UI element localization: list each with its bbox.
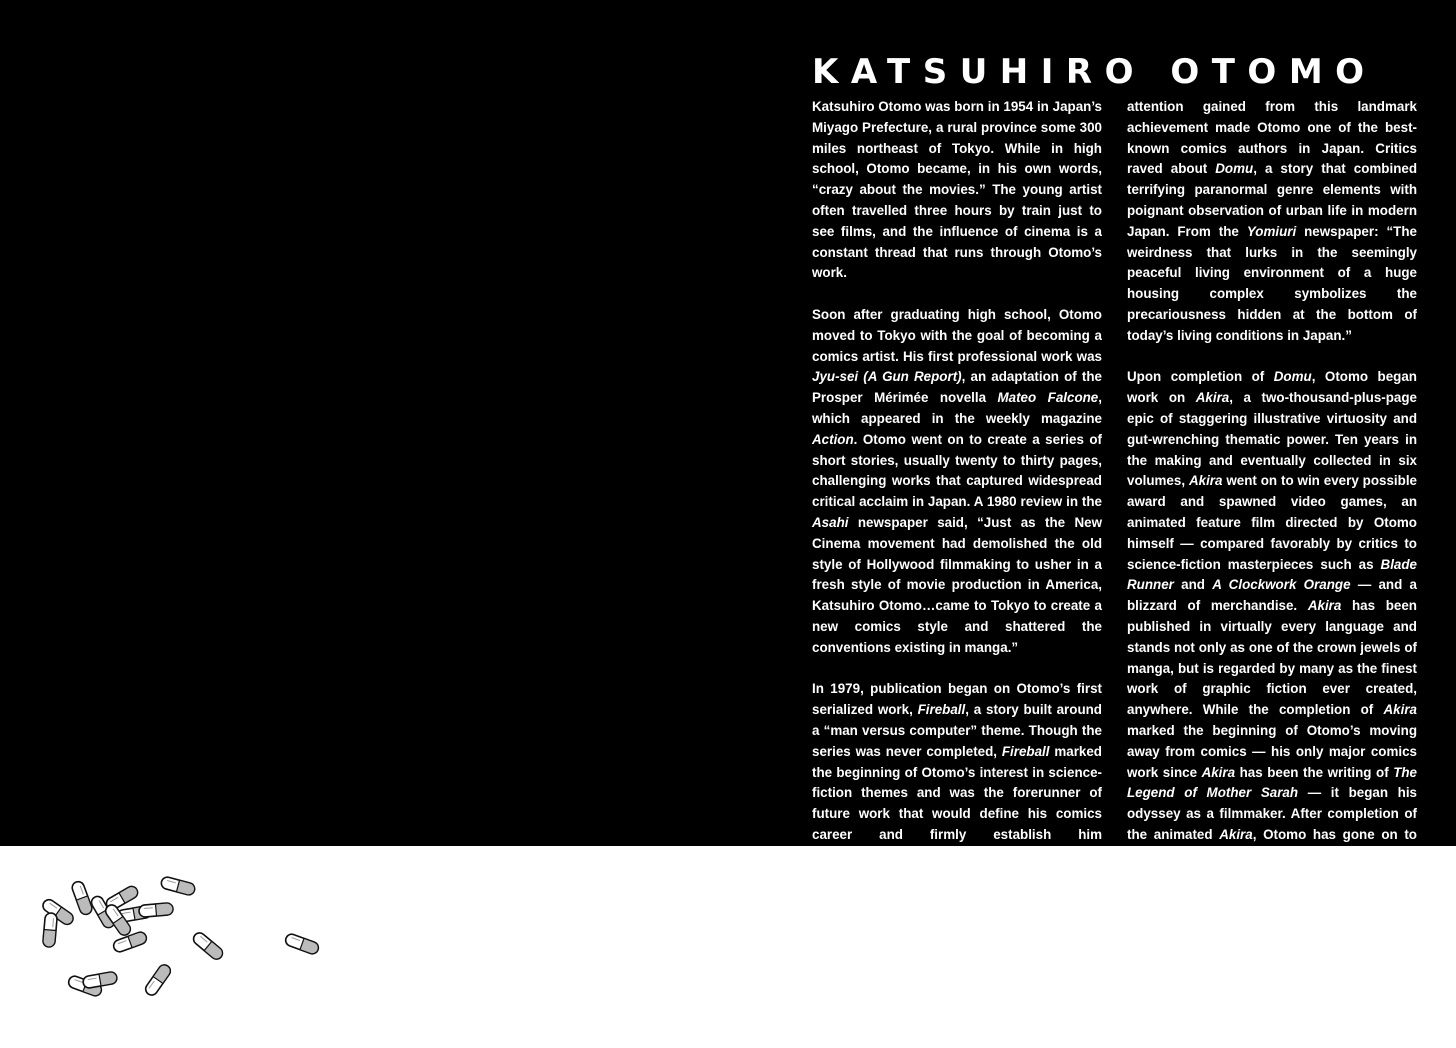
italic-title: Labyrinth Stories [1192, 868, 1306, 884]
text-run: has been published in virtually every language and stands not only as one of the crown jewels of manga, but is regarded by many as the finest work of graphic fiction ever created, anywhere. While the completion of [1127, 598, 1417, 718]
text-run: , [1305, 868, 1316, 884]
paragraph [812, 305, 1102, 659]
italic-title: Memories [1321, 889, 1384, 905]
italic-title: Akira [1307, 598, 1342, 614]
text-run: , [1190, 889, 1209, 905]
italic-title: Blade Runner [1127, 556, 1417, 593]
text-run: . Otomo went on to create a series of short stories, usually twenty to thirty pages, challenging works that captured widespread critical acclaim in Japan. A 1980 review in the [812, 431, 1102, 510]
italic-title: A Clockwork Orange [1212, 577, 1351, 593]
italic-title: World Apartment Horror [1174, 951, 1338, 967]
italic-title: Domu [1215, 161, 1254, 177]
text-run: , [1413, 868, 1417, 884]
text-run: went on to win every possible award and spawned video games, an animated feature film directed by Otomo himself — compared favorably by critics to science-fiction masterpieces such as [1127, 473, 1417, 572]
text-run: Soon after graduating high school, Otomo moved to Tokyo with the goal of becoming a comics artist. His first professional work was [812, 306, 1102, 364]
text-run: , Otomo began work on [1127, 369, 1417, 406]
text-run: , a two-thousand-plus-page epic of staggering illustrative virtuosity and gut-wrenching thematic power. Ten years in the making and eventually collected in six volumes, [1127, 390, 1417, 489]
text-run: newspaper said, “Just as the New Cinema movement had demolished the old style of Hollywood filmmaking to usher in a fresh style of movie production in America, Katsuhiro Otomo…came to Tokyo to create a new comics style and shattered the conventions existing in manga.” [812, 514, 1102, 655]
italic-title: Akira [1195, 390, 1230, 406]
text-column-left [812, 97, 1102, 1012]
text-run: as well as television commercials for Honda, Suntory, and Canon. Otomo lives and works in Tokyo. [1127, 951, 1417, 1009]
italic-title: Akira [1188, 473, 1223, 489]
text-run: , Otomo has gone on to work on a variety of animated films, including [1127, 826, 1417, 884]
text-run: , an adaptation of the Prosper Mérimée novella [812, 369, 1102, 406]
italic-title: Robot Carnival [1315, 868, 1414, 884]
italic-title: Jyu-sei (A Gun Report) [812, 369, 962, 385]
text-run: Upon completion of [1127, 369, 1274, 385]
paragraph [812, 679, 1102, 991]
text-run: and [1173, 577, 1213, 593]
italic-title: Spriggan [1208, 889, 1267, 905]
italic-title: Fireball [917, 702, 966, 718]
italic-title: Mateo Falcone [997, 390, 1099, 406]
italic-title: Akira [1201, 764, 1236, 780]
italic-title: Fireball [1001, 743, 1050, 759]
text-run: Katsuhiro Otomo was born in 1954 in Japan’s Miyago Prefecture, a rural province some 300 miles northeast of Tokyo. While in high school, Otomo became, in his own words, “crazy about the movies.” The young artist often travelled three hours by train just to see films, and the influence of cinema is a constant thread that runs through Otomo’s work. [812, 99, 1102, 281]
pills-illustration [30, 868, 340, 1008]
text-run: attention gained from this landmark achievement made Otomo one of the best-known comics authors in Japan. Critics raved about [1127, 99, 1417, 177]
paragraph [1127, 367, 1417, 1012]
text-run: , first serialized in 1980 and collected in 1983, became a bestseller and was the first manga to win the coveted Science Fiction Grand Prix Award, Japan’s equivalent to America’s Nebula Award. The media [812, 868, 1102, 988]
text-run: has been the writing of [1235, 764, 1394, 780]
text-run: , which appeared in the weekly magazine [812, 390, 1102, 426]
italic-title: The Legend of Mother Sarah [1127, 764, 1417, 801]
text-run: , an anthology of adaptations of earlier Otomo comics stories. Otomo also directed the live-action [1127, 889, 1417, 967]
text-run: marked the beginning of Otomo’s moving away from comics — his only major comics work since [1127, 722, 1417, 780]
italic-title: Asahi [812, 514, 849, 530]
text-run: In 1979, publication began on Otomo’s first serialized work, [812, 681, 1102, 718]
text-run: , a story built around a “man versus computer” theme. Though the series was never completed, [812, 702, 1102, 759]
paragraph [812, 97, 1102, 284]
italic-title: Akira [1383, 702, 1417, 718]
text-run: , a story that combined terrifying paranormal genre elements with poignant observation of urban life in modern Japan. From the [1127, 161, 1418, 239]
text-column-right [1127, 97, 1417, 1033]
text-run: marked the beginning of Otomo’s interest in science-fiction themes and was the forerunner of future work that would define his comics career and firmly establish him internationally as one of the acknowledged masters of the comics medium. [812, 743, 1102, 884]
italic-title: Domu [1028, 868, 1067, 884]
italic-title: Akira [1219, 826, 1253, 842]
italic-title: Roujin Z [1127, 889, 1191, 905]
paragraph [1127, 97, 1417, 347]
italic-title: Domu [1273, 369, 1312, 385]
italic-title: Action [812, 431, 854, 447]
page-title: KATSUHIRO OTOMO [812, 52, 1377, 92]
italic-title: Yomiuri [1246, 223, 1297, 239]
text-run: , and [1266, 889, 1322, 905]
text-run: — and a blizzard of merchandise. [1127, 577, 1417, 614]
text-run: newspaper: “The weirdness that lurks in the seemingly peaceful living environment of a huge housing complex symbolizes the precariousness hidden at the bottom of today’s living conditions in Japan.” [1127, 223, 1417, 343]
text-run: — it began his odyssey as a filmmaker. After completion of the animated [1127, 785, 1417, 842]
